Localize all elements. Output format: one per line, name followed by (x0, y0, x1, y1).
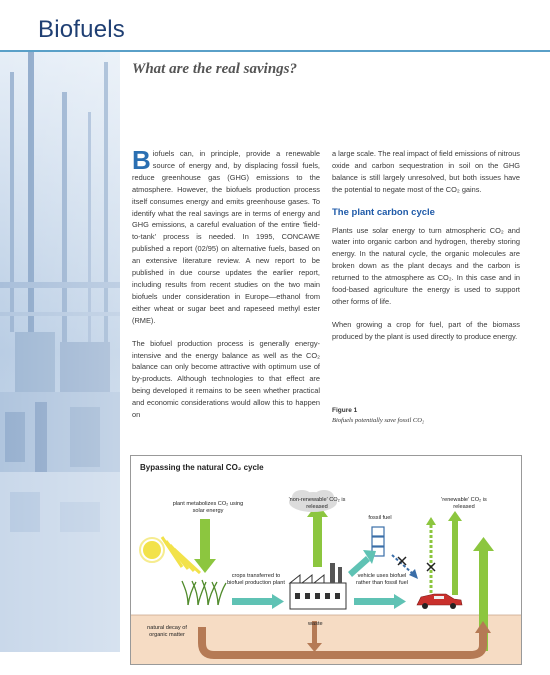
refinery-photo (0, 52, 120, 652)
intro-text: iofuels can, in principle, provide a renewable source of energy and, by displacing fossil fuels, reduce greenhouse gas (GHG) emissions to the atmosphere. However, the biofuels production process itself consumes energy and emits greenhouse gases. To identify what the real savings are in terms of energy and GHG emissions, a careful evaluation of the entire 'field-to-tank' process is needed. In 1995, CONCAWE published a report (02/95) on alternative fuels, based on an extensive literature review. A new report to be published in due course updates the earlier report, including results from recent studies on the two main biofuels under consideration in Europe—ethanol from either wheat or sugar beet and rapeseed methyl ester (RME). (132, 149, 320, 325)
label-vehicle-uses-biofuel: vehicle uses biofuel rather than fossil fuel (356, 573, 408, 586)
co2-cycle-diagram (130, 455, 522, 665)
crop-fuel-paragraph: When growing a crop for fuel, part of the biomass produced by the plant is used directly to produce energy. (332, 319, 520, 341)
page-header (0, 0, 550, 52)
section-heading: The plant carbon cycle (332, 206, 435, 218)
figure-label: Figure 1 (332, 407, 358, 414)
label-natural-decay: natural decay of organic matter (147, 625, 187, 638)
label-renewable: 'renewable' CO₂ is released (441, 497, 487, 510)
label-waste: waste (308, 621, 323, 627)
label-crops-transferred: crops transferred to biofuel production plant (227, 573, 285, 586)
sun-icon (140, 538, 164, 562)
label-plant-metabolizes: plant metabolizes CO₂ using solar energy (172, 501, 244, 514)
text-column-left (132, 145, 320, 432)
label-fossil-fuel: fossil fuel (368, 515, 392, 521)
page-subtitle: What are the real savings? (132, 61, 298, 77)
text-column-right (332, 148, 520, 354)
drop-cap: B (132, 145, 151, 175)
page-title: Biofuels (38, 16, 125, 43)
label-non-renewable: 'non-renewable' CO₂ is released (288, 497, 346, 510)
figure-caption: Biofuels potentially save fossil CO₂ (332, 417, 425, 424)
production-paragraph: The biofuel production process is generally energy-intensive and the energy balance as well as the CO₂ balance can only become attractive with optimum use of by-products. Although technologies to that effect are being developed it remains to be seen whether practical and economic considerations would allow this to happen on (132, 338, 320, 420)
carbon-cycle-paragraph: Plants use solar energy to turn atmospheric CO₂ and water into organic carbon and hydrogen, thereby storing energy. In the natural cycle, the organic molecules are broken down as the plant decays and the carbon is returned to the atmosphere as CO₂. In this case and in food-based agriculture the energy is used to support other forms of life. (332, 225, 520, 306)
intro-paragraph (132, 145, 320, 327)
diagram-title: Bypassing the natural CO₂ cycle (140, 463, 264, 472)
impact-paragraph: a large scale. The real impact of field emissions of nitrous oxide and carbon sequestration in soil on the GHG balance is still largely unresolved, but both issues have the potential to negate most of the CO₂ gains. (332, 149, 521, 194)
